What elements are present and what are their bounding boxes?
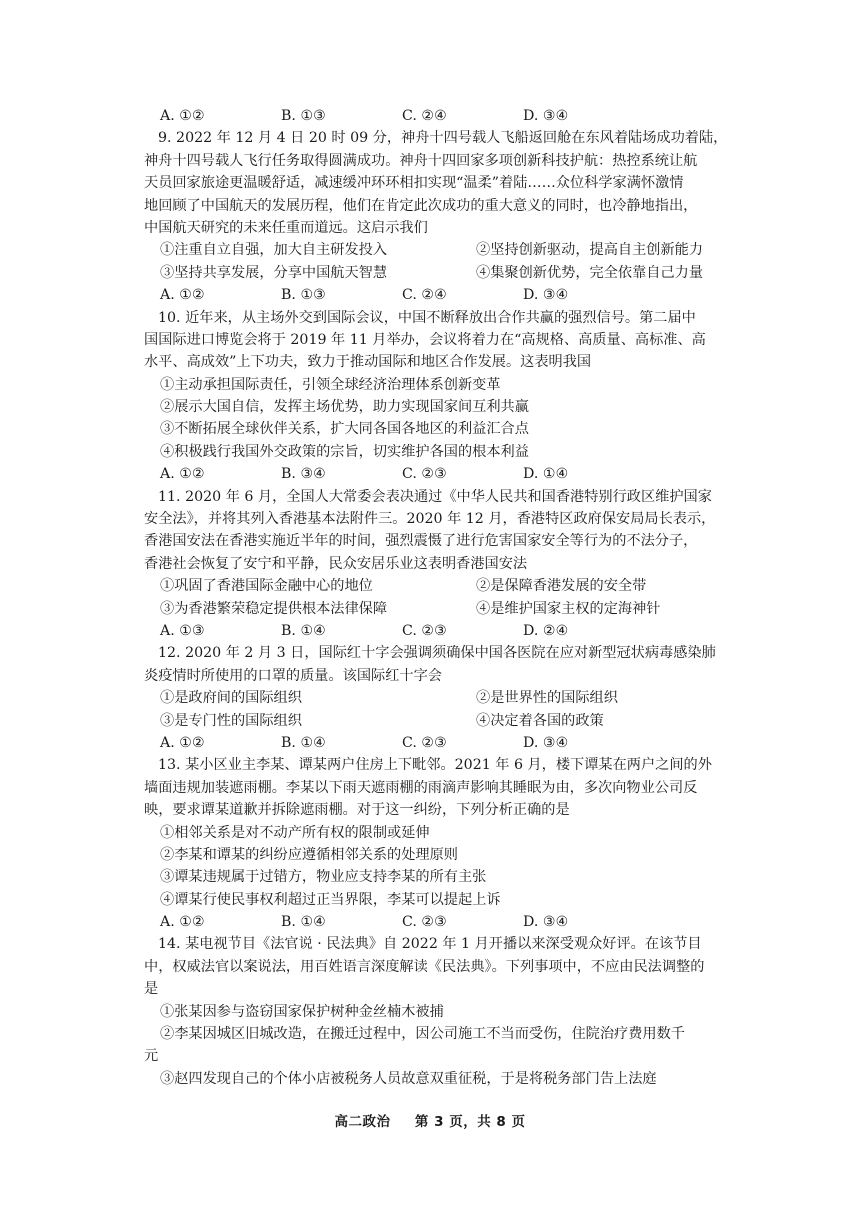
q11-items-row: [160, 575, 730, 597]
q11-options: [160, 620, 730, 642]
q9-items-row: [160, 262, 730, 284]
q12-options: [160, 732, 730, 754]
q10-item-2: ②展示大国自信，发挥主场优势，助力实现国家间互利共赢: [160, 399, 529, 416]
question-11: [144, 486, 730, 643]
question-10: [144, 307, 730, 486]
q13-item-4: ④谭某行使民事权利超过正当界限，李某可以提起上诉: [160, 891, 501, 908]
option-d: D. ③④: [523, 734, 569, 751]
option-d: D. ③④: [523, 914, 569, 931]
option-d: D. ③④: [523, 108, 569, 124]
q14-stem-line: 14. 某电视节目《法官说 · 民法典》自 2022 年 1 月开播以来深受观众好评。在该节目: [158, 936, 702, 953]
footer-subject: 高二政治: [334, 1114, 391, 1130]
option-a: A. ①②: [160, 287, 205, 304]
q11-stem-line: 11. 2020 年 6 月，全国人大常委会表决通过《中华人民共和国香港特别行政区维护国家: [158, 488, 712, 505]
q9-stem-line: 地回顾了中国航天的发展历程，他们在肯定此次成功的重大意义的同时，也冷静地指出，: [144, 197, 698, 214]
option-a: A. ①②: [160, 466, 205, 483]
q9-stem-line: 天员回家旅途更温暖舒适，减速缓冲环环相扣实现“温柔”着陆……众位科学家满怀激情: [144, 175, 684, 192]
exam-page: [144, 105, 730, 1090]
option-a: A. ①②: [160, 914, 205, 931]
q11-stem-line: 香港国安法在香港实施近半年的时间，强烈震慑了进行危害国家安全等行为的不法分子，: [144, 533, 698, 550]
q13-item-3: ③谭某违规属于过错方，物业应支持李某的所有主张: [160, 869, 487, 886]
q12-item-2: ②是世界性的国际组织: [476, 690, 618, 707]
q14-item-2-cont: 元: [144, 1048, 159, 1065]
q12-items-row: [160, 687, 730, 709]
q13-item-2: ②李某和谭某的纠纷应遵循相邻关系的处理原则: [160, 846, 458, 863]
q11-stem-line: 安全法》，并将其列入香港基本法附件三。2020 年 12 月，香港特区政府保安局局长表示，: [144, 511, 716, 528]
q11-item-4: ④是维护国家主权的定海神针: [476, 600, 661, 617]
q10-stem-line: 国国际进口博览会将于 2019 年 11 月举办，会议将着力在“高规格、高质量、高标准、高: [144, 331, 706, 348]
q9-item-4: ④集聚创新优势，完全依靠自己力量: [476, 264, 704, 281]
q14-item-3: ③赵四发现自己的个体小店被税务人员故意双重征税，于是将税务部门告上法庭: [160, 1070, 657, 1087]
q13-item-1: ①相邻关系是对不动产所有权的限制或延伸: [160, 824, 430, 841]
q9-item-2: ②坚持创新驱动，提高自主创新能力: [476, 242, 704, 259]
option-b: B. ①③: [281, 108, 326, 124]
prev-question-options: [160, 105, 730, 127]
option-a: A. ①③: [160, 622, 205, 639]
option-a: A. ①②: [160, 108, 205, 124]
question-12: [144, 642, 730, 754]
option-c: C. ②③: [402, 914, 447, 931]
q14-item-1: ①张某因参与盗窃国家保护树种金丝楠木被捕: [160, 1003, 444, 1020]
q13-stem-line: 映，要求谭某道歉并拆除遮雨棚。对于这一纠纷，下列分析正确的是: [144, 802, 570, 819]
q12-item-1: ①是政府间的国际组织: [160, 690, 302, 707]
q12-item-4: ④决定着各国的政策: [476, 712, 604, 729]
option-b: B. ①④: [281, 622, 326, 639]
q14-stem-line: 是: [144, 981, 159, 998]
q9-items-row: [160, 239, 730, 261]
option-c: C. ②④: [402, 287, 447, 304]
option-b: B. ①④: [281, 734, 326, 751]
option-c: C. ②③: [402, 466, 447, 483]
q9-item-1: ①注重自立自强，加大自主研发投入: [160, 242, 388, 259]
q10-item-4: ④积极践行我国外交政策的宗旨，切实维护各国的根本利益: [160, 443, 529, 460]
option-b: B. ①③: [281, 287, 326, 304]
q9-stem-line: 9. 2022 年 12 月 4 日 20 时 09 分，神舟十四号载人飞船返回舱在东风着陆场成功着陆，: [158, 130, 728, 147]
option-c: C. ②④: [402, 108, 447, 124]
q10-options: [160, 463, 730, 485]
q10-stem-line: 10. 近年来，从主场外交到国际会议，中国不断释放出合作共赢的强烈信号。第二届中: [158, 309, 696, 326]
option-d: D. ②④: [523, 622, 569, 639]
option-a: A. ①②: [160, 734, 205, 751]
question-9: [144, 127, 730, 306]
q14-stem-line: 中，权威法官以案说法，用百姓语言深度解读《民法典》。下列事项中，不应由民法调整的: [144, 958, 705, 975]
option-c: C. ②③: [402, 734, 447, 751]
q12-items-row: [160, 710, 730, 732]
option-b: B. ①④: [281, 914, 326, 931]
q9-stem-line: 中国航天研究的未来任重而道远。这启示我们: [144, 219, 428, 236]
q10-stem-line: 水平、高成效”上下功夫，致力于推动国际和地区合作发展。这表明我国: [144, 354, 592, 371]
q11-items-row: [160, 598, 730, 620]
option-b: B. ③④: [281, 466, 326, 483]
q10-item-1: ①主动承担国际责任，引领全球经济治理体系创新变革: [160, 376, 501, 393]
q11-item-1: ①巩固了香港国际金融中心的地位: [160, 578, 373, 595]
q9-item-3: ③坚持共享发展，分享中国航天智慧: [160, 264, 388, 281]
page-footer: [0, 1110, 860, 1130]
question-14: [144, 933, 730, 1090]
q12-stem-line: 12. 2020 年 2 月 3 日，国际红十字会强调须确保中国各医院在应对新型冠状病毒感染肺: [158, 645, 716, 662]
option-d: D. ③④: [523, 287, 569, 304]
q13-options: [160, 911, 730, 933]
q10-item-3: ③不断拓展全球伙伴关系，扩大同各国各地区的利益汇合点: [160, 421, 529, 438]
q9-stem-line: 神舟十四号载人飞行任务取得圆满成功。神舟十四回家多项创新科技护航：热控系统让航: [144, 152, 698, 169]
q12-item-3: ③是专门性的国际组织: [160, 712, 302, 729]
option-c: C. ②③: [402, 622, 447, 639]
q9-options: [160, 284, 730, 306]
q11-stem-line: 香港社会恢复了安宁和平静，民众安居乐业这表明香港国安法: [144, 555, 528, 572]
option-d: D. ①④: [523, 466, 569, 483]
q13-stem-line: 13. 某小区业主李某、谭某两户住房上下毗邻。2021 年 6 月，楼下谭某在两户之间的外: [158, 757, 712, 774]
footer-page-number: 第 3 页，共 8 页: [414, 1114, 526, 1130]
question-13: [144, 754, 730, 933]
q14-item-2: ②李某因城区旧城改造，在搬迁过程中，因公司施工不当而受伤，住院治疗费用数千: [160, 1026, 685, 1043]
q11-item-3: ③为香港繁荣稳定提供根本法律保障: [160, 600, 388, 617]
q13-stem-line: 墙面违规加装遮雨棚。李某以下雨天遮雨棚的雨滴声影响其睡眠为由，多次向物业公司反: [144, 779, 698, 796]
q12-stem-line: 炎疫情时所使用的口罩的质量。该国际红十字会: [144, 667, 442, 684]
q11-item-2: ②是保障香港发展的安全带: [476, 578, 647, 595]
